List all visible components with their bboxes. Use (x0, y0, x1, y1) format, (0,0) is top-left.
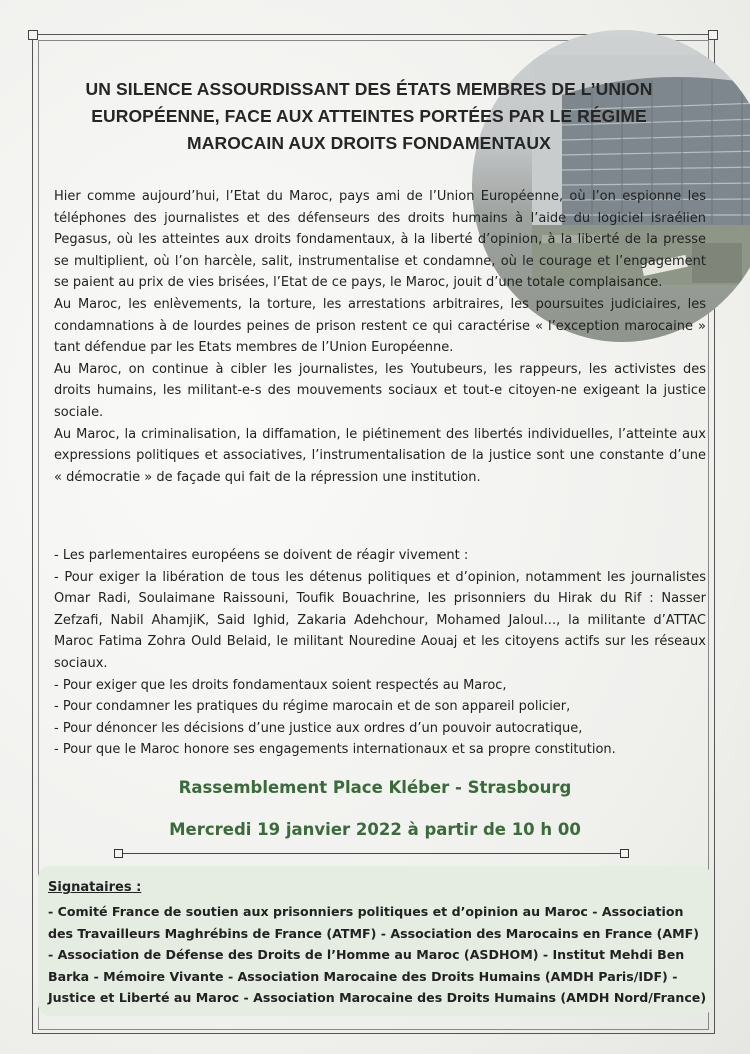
event-place: Rassemblement Place Kléber - Strasbourg (178, 778, 572, 797)
paragraph: Au Maroc, la criminalisation, la diffamation, le piétinement des libertés individuelles, l’atteinte aux expressions politiques et associatives, l’instrumentalisation de la justice sont une constante d’une « démocratie » de façade qui fait de la répression une institution. (54, 426, 706, 485)
signataires-heading: Signataires : (48, 880, 142, 895)
demand-item: - Pour exiger la libération de tous les détenus politiques et d’opinion, notamment les journalistes Omar Radi, Soulaimane Raissouni, Toufik Bouachrine, les prisonniers du Hirak du Rif : Nasser Zefzafi, Nabil AhamjiK, Said Ighid, Zakaria Adehchour, Mohamed Jaloul..., la militante d’ATTAC Maroc Fatima Zohra Ould Belaid, le militant Nouredine Aouaj et les citoyens actifs sur les réseaux sociaux. (54, 569, 706, 671)
demand-item: - Pour condamner les pratiques du régime marocain et de son appareil policier, (54, 699, 571, 715)
paragraph: Au Maroc, les enlèvements, la torture, les arrestations arbitraires, les poursuites judiciaires, les condamnations à de lourdes peines de prison restent ce qui caractérise « l’exception marocaine » tant défendue par les Etats membres de l’Union Européenne. (54, 296, 706, 356)
body-text (54, 186, 706, 488)
signataires-text: - Comité France de soutien aux prisonniers politiques et d’opinion au Maroc - Association des Travailleurs Maghrébins de France (ATMF) - Association des Marocains en France (AMF) - Association de Défense des Droits de l’Homme au Maroc (ASDHOM) - Institut Mehdi Ben Barka - Mémoire Vivante - Association Marocaine des Droits Humains (AMDH Paris/IDF) - Justice et Liberté au Maroc - Association Marocaine des Droits Humains (AMDH Nord/France) (48, 904, 707, 1005)
frame-corner (708, 30, 718, 40)
demands-list (54, 545, 706, 761)
divider-end (620, 849, 629, 858)
demand-item: - Pour que le Maroc honore ses engagements internationaux et sa propre constitution. (54, 742, 616, 758)
paragraph: Hier comme aujourd’hui, l’Etat du Maroc, pays ami de l’Union Européenne, où l’on espionne les téléphones des journalistes et des défenseurs des droits humains à l’aide du logiciel israélien Pegasus, où les atteintes aux droits fondamentaux, à la liberté d’opinion, à la liberté de la presse se multiplient, où l’on harcèle, salit, instrumentalise et condamne, où le courage et l’engagement se paient au prix de vies brisées, l’Etat de ce pays, le Maroc, jouit d’une totale complaisance. (54, 189, 706, 291)
divider-end (114, 849, 123, 858)
demands-intro: - Les parlementaires européens se doivent de réagir vivement : (54, 548, 469, 563)
page-title: UN SILENCE ASSOURDISSANT DES ÉTATS MEMBRES DE L’UNION EUROPÉENNE, FACE AUX ATTEINTES PORTÉES PAR LE RÉGIME MAROCAIN AUX DROITS FONDAMENTAUX (85, 79, 653, 153)
divider (118, 853, 624, 854)
frame-corner (28, 30, 38, 40)
paragraph: Au Maroc, on continue à cibler les journalistes, les Youtubeurs, les rappeurs, les activistes des droits humains, les militant-e-s des mouvements sociaux et tout-e citoyen-ne exigeant la justice sociale. (54, 361, 706, 420)
event-date: Mercredi 19 janvier 2022 à partir de 10 h 00 (169, 820, 581, 839)
demand-item: - Pour exiger que les droits fondamentaux soient respectés au Maroc, (54, 677, 507, 693)
demand-item: - Pour dénoncer les décisions d’une justice aux ordres d’un pouvoir autocratique, (54, 720, 583, 736)
